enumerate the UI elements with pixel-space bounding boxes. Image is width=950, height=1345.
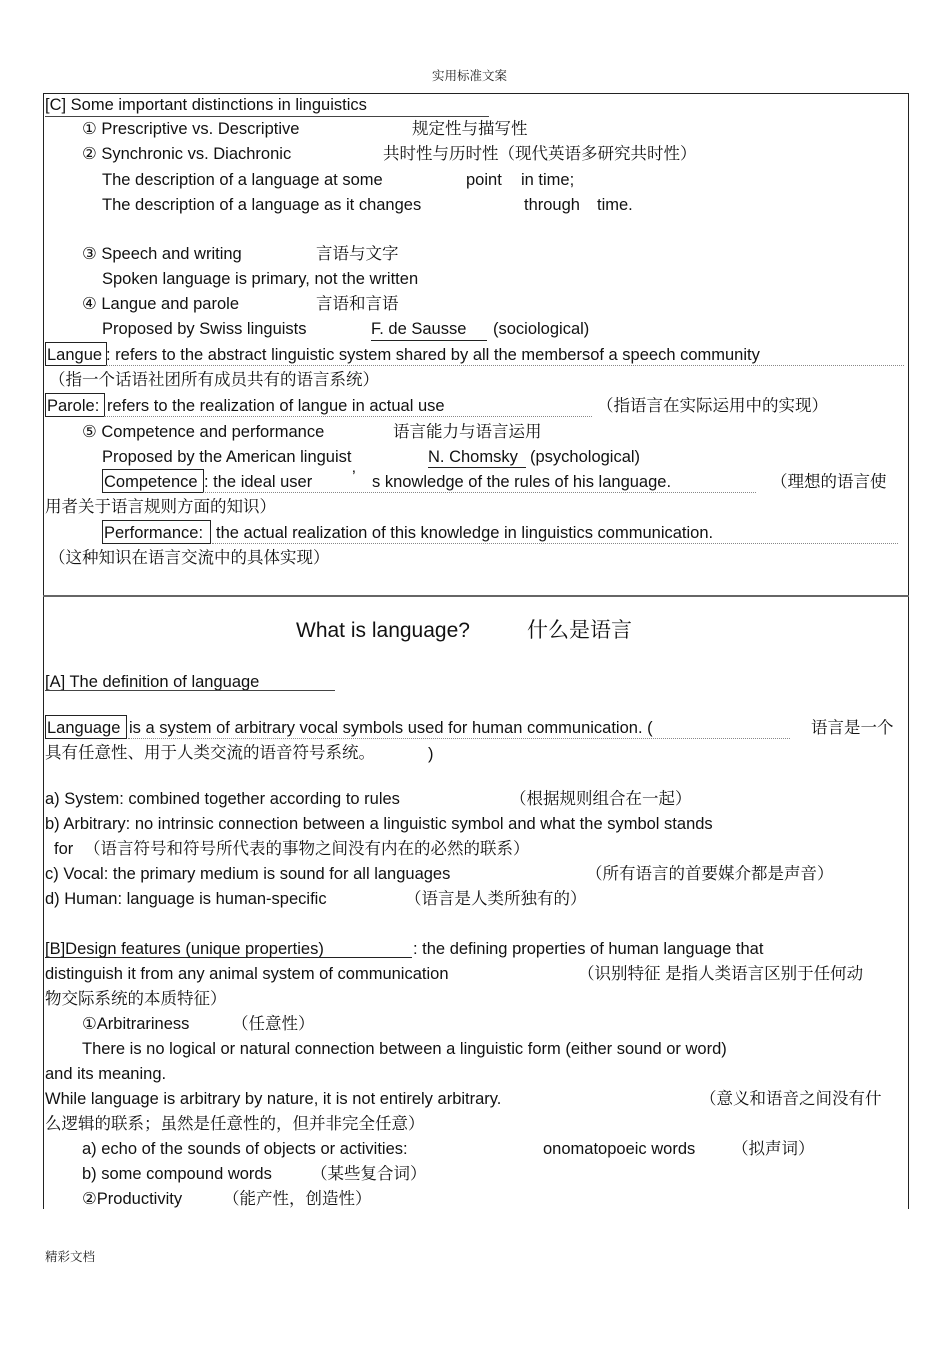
heading-underline [45, 116, 489, 117]
dia-desc-through: through [524, 196, 580, 214]
section-b-heading: [B]Design features (unique properties) [45, 940, 324, 958]
item-arbitrariness-zh: （任意性） [232, 1015, 315, 1033]
section-b-zh-a: （识别特征 是指人类语言区别于任何动 [578, 965, 864, 983]
arbitrariness-note-zh-a: （意义和语音之间没有什 [700, 1090, 882, 1108]
competence-zh-b: 用者关于语言规则方面的知识） [45, 498, 276, 516]
item-competence: ⑤ Competence and performance [82, 423, 325, 441]
item-productivity-zh: （能产性，创造性） [223, 1190, 372, 1208]
feature-arbitrary-zh: （语言符号和符号所代表的事物之间没有内在的必然的联系） [84, 840, 530, 858]
section-c-heading: [C] Some important distinctions in linguistics [45, 96, 367, 114]
langue-zh: （指一个话语社团所有成员共有的语言系统） [49, 371, 379, 389]
item-langue-parole-zh: 言语和言语 [316, 295, 399, 313]
feature-system: a) System: combined together according to rules [45, 790, 400, 808]
item-competence-zh: 语言能力与语言运用 [393, 423, 542, 441]
heading-underline [45, 690, 335, 691]
dia-desc-time: time. [597, 196, 633, 214]
sync-desc-time: in time; [521, 171, 575, 189]
name-underline [371, 340, 487, 341]
feature-human-zh: （语言是人类所独有的） [405, 890, 587, 908]
feature-human: d) Human: language is human-specific [45, 890, 327, 908]
compound-zh: （某些复合词） [311, 1165, 427, 1183]
dotted-underline [106, 365, 904, 366]
section-b-definition-b: distinguish it from any animal system of communication [45, 965, 449, 983]
feature-arbitrary: b) Arbitrary: no intrinsic connection between a linguistic symbol and what the symbol stands [45, 815, 713, 833]
parole-definition: refers to the realization of langue in actual use [107, 397, 445, 415]
item-langue-parole: ④ Langue and parole [82, 295, 239, 313]
apostrophe: ’ [352, 468, 356, 486]
frame-left [43, 93, 44, 1209]
page-footer: 精彩文档 [45, 1250, 96, 1264]
saussure-name: F. de Sausse [371, 320, 467, 338]
section-b-definition-a: : the defining properties of human language that [413, 940, 764, 958]
onomatopoeic-words: onomatopoeic words [543, 1140, 696, 1158]
american-type: (psychological) [530, 448, 641, 466]
item-productivity: ②Productivity [82, 1190, 183, 1208]
dotted-underline [128, 738, 790, 739]
dia-desc: The description of a language as it changes [102, 196, 422, 214]
language-definition: is a system of arbitrary vocal symbols used for human communication. ( [129, 719, 653, 737]
parole-zh: （指语言在实际运用中的实现） [597, 397, 828, 415]
langue-definition: : refers to the abstract linguistic system shared by all the membersof a speech community [106, 346, 760, 364]
dotted-underline [104, 416, 592, 417]
item-speech: ③ Speech and writing [82, 245, 242, 263]
page-title: What is language? [296, 619, 470, 642]
language-zh-b: 具有任意性、用于人类交流的语音符号系统。 [45, 744, 375, 762]
echo-desc: a) echo of the sounds of objects or activities: [82, 1140, 408, 1158]
item-synchronic: ② Synchronic vs. Diachronic [82, 145, 292, 163]
arbitrariness-note-zh-b: 么逻辑的联系；虽然是任意性的，但并非完全任意） [45, 1115, 425, 1133]
heading-underline [45, 957, 412, 958]
parole-term: Parole: [47, 397, 100, 415]
compound-desc: b) some compound words [82, 1165, 272, 1183]
feature-vocal-zh: （所有语言的首要媒介都是声音） [586, 865, 834, 883]
name-underline [428, 467, 526, 468]
item-arbitrariness: ①Arbitrariness [82, 1015, 190, 1033]
speech-desc: Spoken language is primary, not the written [102, 270, 419, 288]
american-desc: Proposed by the American linguist [102, 448, 352, 466]
competence-zh-a: （理想的语言使 [771, 473, 887, 491]
language-zh-a: 语言是一个 [811, 719, 894, 737]
chomsky-name: N. Chomsky [428, 448, 518, 466]
swiss-type: (sociological) [493, 320, 590, 338]
page-title-zh: 什么是语言 [527, 619, 632, 642]
frame-top [43, 93, 909, 94]
frame-right [908, 93, 909, 1209]
feature-arbitrary-for: for [54, 840, 74, 858]
arbitrariness-note: While language is arbitrary by nature, it is not entirely arbitrary. [45, 1090, 502, 1108]
page-header: 实用标准文案 [432, 69, 508, 83]
item-synchronic-zh: 共时性与历时性（现代英语多研究共时性） [383, 145, 697, 163]
language-term: Language [47, 719, 121, 737]
section-divider [43, 595, 909, 597]
competence-definition-a: : the ideal user [204, 473, 313, 491]
item-speech-zh: 言语与文字 [316, 245, 399, 263]
feature-system-zh: （根据规则组合在一起） [510, 790, 692, 808]
arbitrariness-desc-2: and its meaning. [45, 1065, 167, 1083]
performance-zh: （这种知识在语言交流中的具体实现） [49, 549, 330, 567]
sync-desc-point: point [466, 171, 502, 189]
section-a-heading: [A] The definition of language [45, 673, 260, 691]
feature-vocal: c) Vocal: the primary medium is sound for all languages [45, 865, 451, 883]
onomatopoeic-zh: （拟声词） [732, 1140, 815, 1158]
dotted-underline [203, 492, 756, 493]
item-prescriptive: ① Prescriptive vs. Descriptive [82, 120, 300, 138]
swiss-desc: Proposed by Swiss linguists [102, 320, 307, 338]
section-b-zh-b: 物交际系统的本质特征） [45, 990, 227, 1008]
performance-definition: the actual realization of this knowledge in linguistics communication. [216, 524, 714, 542]
arbitrariness-desc: There is no logical or natural connection between a linguistic form (either sound or word) [82, 1040, 727, 1058]
langue-term: Langue [47, 346, 103, 364]
performance-term: Performance: [104, 524, 204, 542]
competence-term: Competence [104, 473, 198, 491]
competence-definition-b: s knowledge of the rules of his language. [372, 473, 672, 491]
item-prescriptive-zh: 规定性与描写性 [412, 120, 528, 138]
sync-desc: The description of a language at some [102, 171, 383, 189]
close-paren: ) [428, 745, 434, 763]
dotted-underline [212, 543, 898, 544]
